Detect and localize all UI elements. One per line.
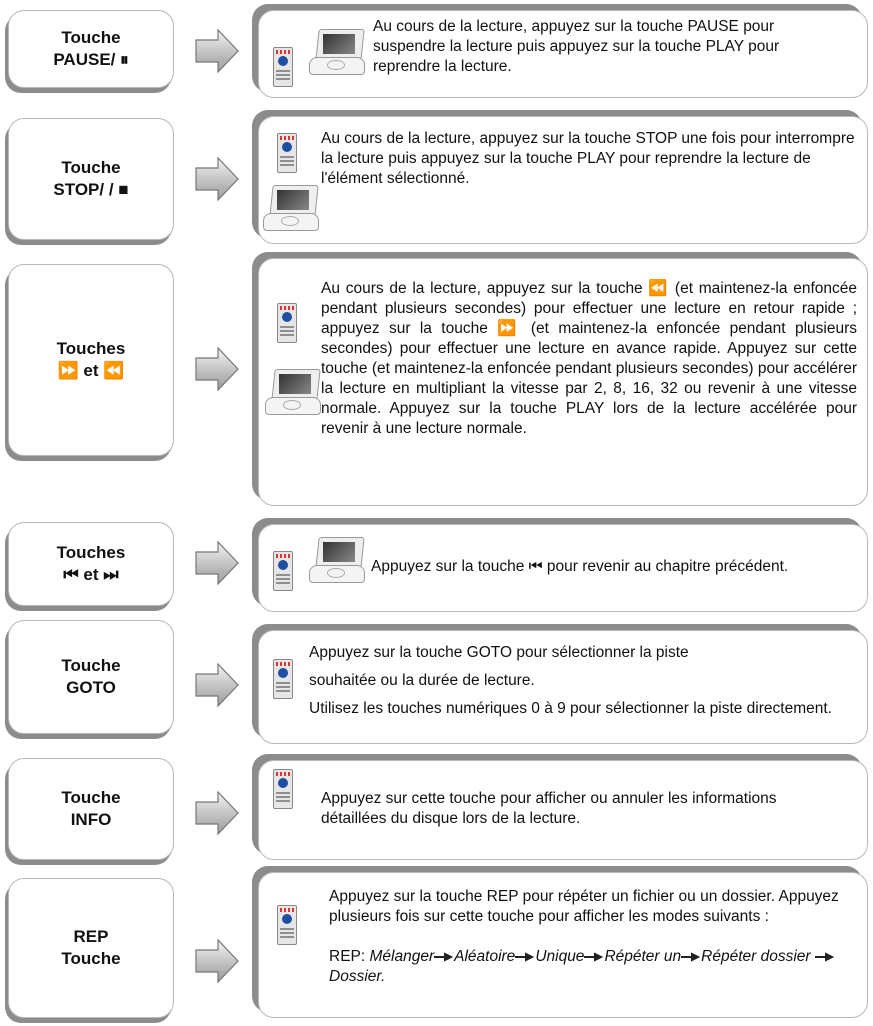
remote-control-icon: [277, 303, 297, 343]
remote-control-icon: [277, 133, 297, 173]
content-box-rep: [258, 872, 868, 1018]
content-box-search: [258, 258, 868, 506]
mode-4: Répéter dossier: [701, 948, 811, 965]
dvd-player-icon: [263, 185, 319, 231]
arrow-icon: [194, 156, 240, 202]
label-line-2: PAUSE/ ⏸: [53, 50, 129, 69]
mode-5: Dossier.: [329, 968, 386, 985]
mode-0: Mélanger: [369, 948, 435, 965]
label-line-1: Touche: [61, 28, 121, 47]
dvd-player-icon: [265, 369, 321, 415]
label-line-1: Touches: [56, 543, 126, 562]
label-line-2: STOP/ / ■: [53, 180, 129, 199]
remote-control-icon: [273, 769, 293, 809]
description-text: Au cours de la lecture, appuyez sur la touche ⏪ (et maintenez-la enfoncée pendant plusieurs secondes) pour effectuer une lecture en retour rapide ; appuyez sur la touche ⏩ (et maintenez-la enfoncée pendant plusieurs secondes) pour effectuer une lecture en avance rapide. Appuyez sur cette touche (et maintenez-la enfoncée pendant plusieurs secondes) pour accélérer la lecture en multipliant la vitesse par 2, 8, 16, 32 ou revenir à une vitesse normale. Appuyez sur la touche PLAY lors de la lecture accélérée pour revenir à une lecture normale.: [321, 280, 857, 437]
arrow-icon: [194, 346, 240, 392]
mode-2: Unique: [535, 948, 585, 965]
label-line-2: INFO: [70, 810, 112, 829]
arrow-icon: [194, 28, 240, 74]
description-text: Appuyez sur la touche ⏮ pour revenir au chapitre précédent.: [371, 558, 789, 575]
right-arrow-icon: [584, 952, 604, 962]
label-line-2: GOTO: [66, 678, 116, 697]
mode-1: Aléatoire: [454, 948, 516, 965]
label-line-1: Touche: [61, 158, 121, 177]
right-arrow-icon: [434, 952, 454, 962]
dvd-player-icon: [309, 29, 365, 75]
description-text: Au cours de la lecture, appuyez sur la touche STOP une fois pour interrompre la lecture puis appuyez sur la touche PLAY pour reprendre la lecture de l'élément sélectionné.: [321, 130, 855, 187]
right-arrow-icon: [815, 952, 835, 962]
label-line-2: Touche: [61, 949, 121, 968]
arrow-icon: [194, 540, 240, 586]
arrow-icon: [194, 662, 240, 708]
content-box-skip: [258, 524, 868, 612]
description-text: Appuyez sur cette touche pour afficher ou annuler les informations détaillées du disque lors de la lecture.: [321, 790, 777, 827]
content-box-pause: [258, 10, 868, 98]
content-box-stop: [258, 116, 868, 244]
label-line-1: Touche: [61, 656, 121, 675]
description-text-2: Utilisez les touches numériques 0 à 9 pour sélectionner la piste directement.: [309, 700, 832, 717]
label-box-stop: [8, 118, 174, 240]
label-line-1: REP: [73, 927, 109, 946]
description-text: Appuyez sur la touche REP pour répéter un fichier ou un dossier. Appuyez plusieurs fois sur cette touche pour afficher les modes suivants :: [329, 888, 839, 925]
right-arrow-icon: [681, 952, 701, 962]
label-box-rep: [8, 878, 174, 1018]
arrow-icon: [194, 790, 240, 836]
remote-control-icon: [273, 659, 293, 699]
label-line-2: ⏮ et ⏭: [63, 565, 119, 584]
arrow-icon: [194, 938, 240, 984]
label-line-2: ⏩ et ⏪: [57, 361, 125, 380]
label-box-info: [8, 758, 174, 860]
label-line-1: Touches: [56, 339, 126, 358]
description-text: Appuyez sur la touche GOTO pour sélectionner la piste souhaitée ou la durée de lecture.: [309, 644, 689, 689]
content-box-goto: [258, 630, 868, 744]
right-arrow-icon: [515, 952, 535, 962]
label-box-skip: [8, 522, 174, 606]
remote-control-icon: [277, 905, 297, 945]
dvd-player-icon: [309, 537, 365, 583]
description-text: Au cours de la lecture, appuyez sur la touche PAUSE pour suspendre la lecture puis appuyez sur la touche PLAY pour reprendre la lecture.: [373, 18, 780, 75]
rep-prefix: REP:: [329, 948, 366, 965]
label-line-1: Touche: [61, 788, 121, 807]
content-box-info: [258, 760, 868, 860]
label-box-pause: [8, 10, 174, 88]
remote-control-icon: [273, 47, 293, 87]
mode-3: Répéter un: [604, 948, 682, 965]
label-box-search: [8, 264, 174, 456]
rep-modes: [329, 947, 859, 987]
remote-control-icon: [273, 551, 293, 591]
label-box-goto: [8, 620, 174, 734]
